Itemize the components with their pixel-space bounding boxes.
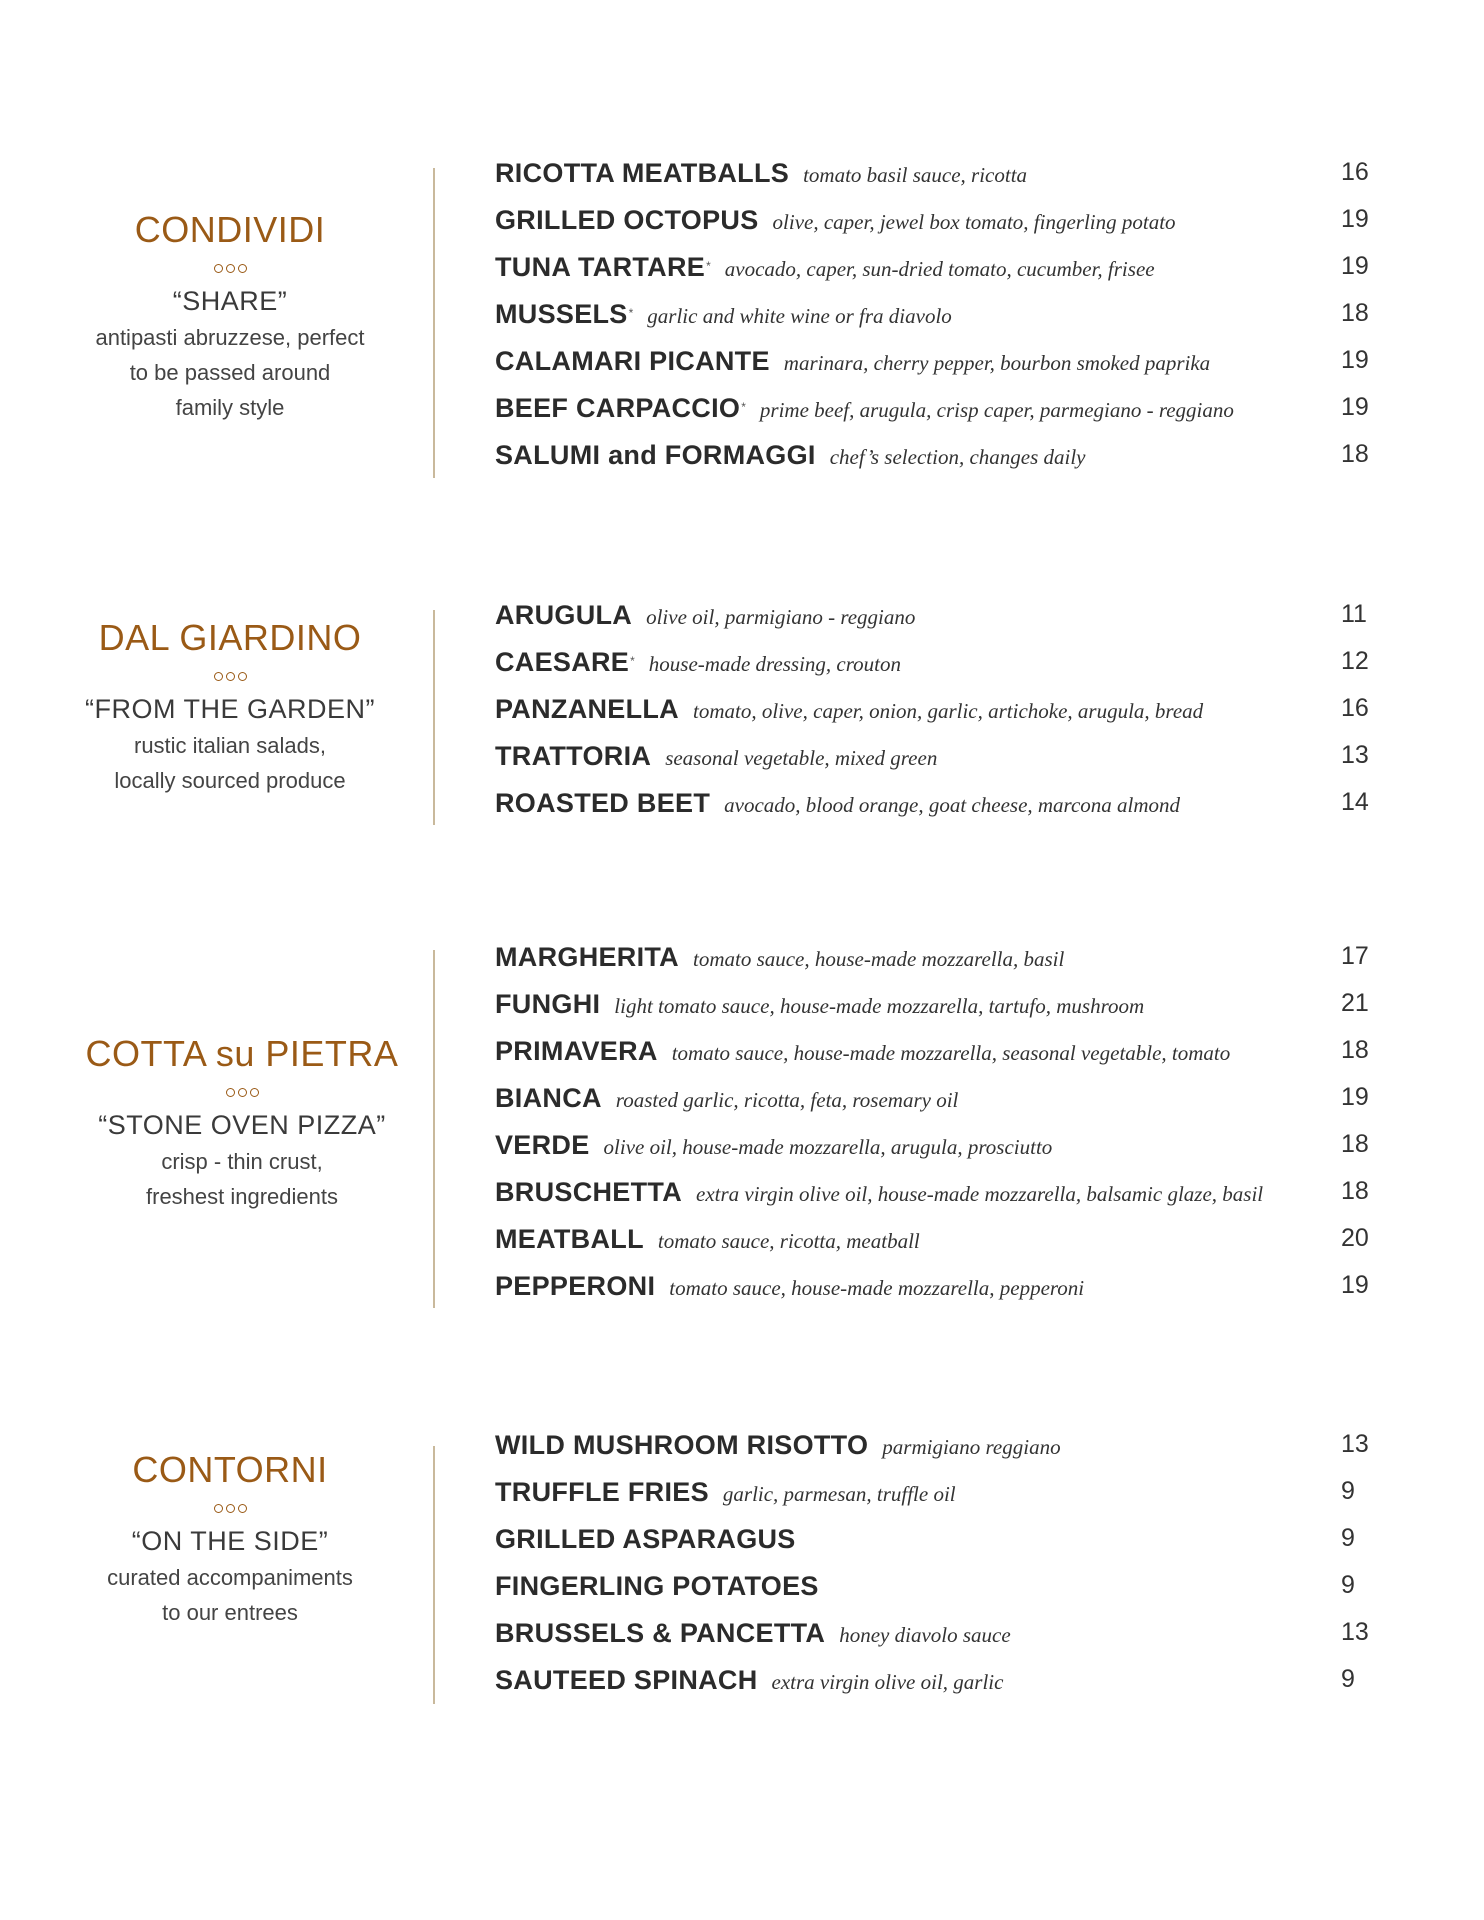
menu-item <box>495 1430 1375 1477</box>
raw-warning-star: * <box>706 258 711 273</box>
item-desc: tomato, olive, caper, onion, garlic, artichoke, arugula, bread <box>692 699 1204 723</box>
item-desc: olive oil, parmigiano - reggiano <box>646 605 916 629</box>
item-desc: extra virgin olive oil, garlic <box>771 1670 1004 1694</box>
item-price: 9 <box>1341 1571 1355 1599</box>
item-desc: tomato basil sauce, ricotta <box>803 163 1028 187</box>
item-price: 12 <box>1341 647 1369 675</box>
menu-item <box>495 989 1375 1036</box>
item-price: 14 <box>1341 788 1369 816</box>
menu-item <box>495 1271 1375 1318</box>
menu-item <box>495 252 1375 299</box>
item-desc: chef’s selection, changes daily <box>829 445 1086 469</box>
item-name: SAUTEED SPINACH <box>495 1665 758 1695</box>
item-desc: tomato sauce, house-made mozzarella, seasonal vegetable, tomato <box>671 1041 1231 1065</box>
item-name: CAESARE <box>495 647 630 677</box>
item-name: MUSSELS <box>495 299 628 329</box>
item-name: SALUMI and FORMAGGI <box>495 440 816 470</box>
category-panel <box>70 1448 390 1630</box>
item-name: BRUSSELS & PANCETTA <box>495 1618 826 1648</box>
item-desc: light tomato sauce, house-made mozzarella, tartufo, mushroom <box>614 994 1145 1018</box>
item-desc: tomato sauce, house-made mozzarella, basil <box>692 947 1065 971</box>
item-desc: tomato sauce, house-made mozzarella, pepperoni <box>669 1276 1085 1300</box>
item-name: BRUSCHETTA <box>495 1177 682 1207</box>
ornament-dots-icon <box>70 1502 390 1514</box>
menu-item <box>495 647 1375 694</box>
item-name: VERDE <box>495 1130 590 1160</box>
item-name: FUNGHI <box>495 989 601 1019</box>
item-name: TRUFFLE FRIES <box>495 1477 709 1507</box>
item-price: 13 <box>1341 1430 1369 1458</box>
category-title: DAL GIARDINO <box>98 617 362 658</box>
item-price: 20 <box>1341 1224 1369 1252</box>
item-price: 16 <box>1341 158 1369 186</box>
category-desc-line: freshest ingredients <box>146 1184 338 1209</box>
category-desc-line: curated accompaniments <box>107 1565 353 1590</box>
item-name: ARUGULA <box>495 600 633 630</box>
menu-item <box>495 393 1375 440</box>
item-price: 17 <box>1341 942 1369 970</box>
item-price: 18 <box>1341 299 1369 327</box>
menu-item <box>495 1477 1375 1524</box>
ornament-dots-icon <box>70 262 390 274</box>
item-name: FINGERLING POTATOES <box>495 1571 819 1601</box>
menu-item <box>495 440 1375 487</box>
category-desc-line: to our entrees <box>162 1600 298 1625</box>
category-desc-line: family style <box>175 395 285 420</box>
item-desc: roasted garlic, ricotta, feta, rosemary oil <box>615 1088 959 1112</box>
item-desc: extra virgin olive oil, house-made mozzarella, balsamic glaze, basil <box>696 1182 1264 1206</box>
item-name: BIANCA <box>495 1083 602 1113</box>
item-desc: avocado, caper, sun-dried tomato, cucumber, frisee <box>724 257 1155 281</box>
divider <box>433 168 435 478</box>
item-name: BEEF CARPACCIO <box>495 393 741 423</box>
item-desc: seasonal vegetable, mixed green <box>665 746 938 770</box>
item-price: 18 <box>1341 440 1369 468</box>
menu-item <box>495 942 1375 989</box>
item-desc: parmigiano reggiano <box>882 1435 1061 1459</box>
menu-item <box>495 788 1375 835</box>
menu-item <box>495 346 1375 393</box>
menu-item <box>495 158 1375 205</box>
menu-item <box>495 1036 1375 1083</box>
menu-item <box>495 1524 1375 1571</box>
item-name: TRATTORIA <box>495 741 652 771</box>
menu-item <box>495 741 1375 788</box>
item-price: 19 <box>1341 346 1369 374</box>
item-price: 21 <box>1341 989 1369 1017</box>
item-price: 9 <box>1341 1665 1355 1693</box>
item-price: 13 <box>1341 1618 1369 1646</box>
item-price: 19 <box>1341 1083 1369 1111</box>
category-title: COTTA su PIETRA <box>85 1033 399 1074</box>
menu-item <box>495 299 1375 346</box>
item-price: 19 <box>1341 205 1369 233</box>
divider <box>433 610 435 825</box>
item-desc: tomato sauce, ricotta, meatball <box>657 1229 920 1253</box>
item-desc: house-made dressing, crouton <box>648 652 901 676</box>
item-name: ROASTED BEET <box>495 788 711 818</box>
item-list <box>495 1430 1375 1712</box>
raw-warning-star: * <box>628 305 634 320</box>
item-price: 18 <box>1341 1177 1369 1205</box>
menu-item <box>495 1618 1375 1665</box>
category-desc-line: rustic italian salads, <box>134 733 326 758</box>
item-name: PRIMAVERA <box>495 1036 658 1066</box>
item-name: WILD MUSHROOM RISOTTO <box>495 1430 869 1460</box>
item-desc: honey diavolo sauce <box>839 1623 1011 1647</box>
category-subtitle: “FROM THE GARDEN” <box>85 694 375 724</box>
item-name: TUNA TARTARE <box>495 252 706 282</box>
item-price: 9 <box>1341 1524 1355 1552</box>
category-desc-line: crisp - thin crust, <box>161 1149 323 1174</box>
category-subtitle: “STONE OVEN PIZZA” <box>98 1110 386 1140</box>
menu-item <box>495 1224 1375 1271</box>
menu-item <box>495 600 1375 647</box>
category-panel <box>70 616 390 798</box>
category-title: CONDIVIDI <box>134 209 326 250</box>
menu-item <box>495 1177 1375 1224</box>
category-subtitle: “SHARE” <box>172 286 288 316</box>
category-title: CONTORNI <box>132 1449 328 1490</box>
menu-item <box>495 1083 1375 1130</box>
item-list <box>495 942 1375 1318</box>
category-desc-line: locally sourced produce <box>114 768 346 793</box>
ornament-dots-icon <box>70 670 390 682</box>
item-name: GRILLED ASPARAGUS <box>495 1524 796 1554</box>
item-price: 11 <box>1341 600 1367 628</box>
raw-warning-star: * <box>630 653 635 668</box>
item-name: CALAMARI PICANTE <box>495 346 770 376</box>
item-price: 18 <box>1341 1130 1369 1158</box>
menu-item <box>495 1571 1375 1618</box>
item-price: 9 <box>1341 1477 1355 1505</box>
item-desc: olive oil, house-made mozzarella, arugula, prosciutto <box>603 1135 1053 1159</box>
item-price: 19 <box>1341 1271 1369 1299</box>
item-list <box>495 600 1375 835</box>
item-price: 19 <box>1341 252 1369 280</box>
item-name: PANZANELLA <box>495 694 679 724</box>
raw-warning-star: * <box>741 399 746 414</box>
category-panel <box>70 208 390 425</box>
category-desc-line: antipasti abruzzese, perfect <box>95 325 365 350</box>
item-desc: marinara, cherry pepper, bourbon smoked paprika <box>783 351 1211 375</box>
menu-item <box>495 1130 1375 1177</box>
item-desc: olive, caper, jewel box tomato, fingerling potato <box>772 210 1176 234</box>
menu-item <box>495 1665 1375 1712</box>
item-price: 13 <box>1341 741 1369 769</box>
item-name: RICOTTA MEATBALLS <box>495 158 790 188</box>
item-price: 16 <box>1341 694 1369 722</box>
ornament-dots-icon <box>82 1086 402 1098</box>
item-desc: garlic and white wine or fra diavolo <box>647 304 952 328</box>
divider <box>433 1446 435 1704</box>
item-name: MARGHERITA <box>495 942 679 972</box>
item-desc: prime beef, arugula, crisp caper, parmegiano - reggiano <box>759 398 1234 422</box>
item-name: MEATBALL <box>495 1224 644 1254</box>
item-list <box>495 158 1375 487</box>
category-desc-line: to be passed around <box>129 360 331 385</box>
item-price: 18 <box>1341 1036 1369 1064</box>
item-desc: garlic, parmesan, truffle oil <box>722 1482 956 1506</box>
category-panel <box>82 1032 402 1214</box>
category-subtitle: “ON THE SIDE” <box>131 1526 329 1556</box>
menu-item <box>495 694 1375 741</box>
menu-item <box>495 205 1375 252</box>
item-price: 19 <box>1341 393 1369 421</box>
item-name: GRILLED OCTOPUS <box>495 205 759 235</box>
item-desc: avocado, blood orange, goat cheese, marcona almond <box>724 793 1181 817</box>
divider <box>433 950 435 1308</box>
item-name: PEPPERONI <box>495 1271 656 1301</box>
